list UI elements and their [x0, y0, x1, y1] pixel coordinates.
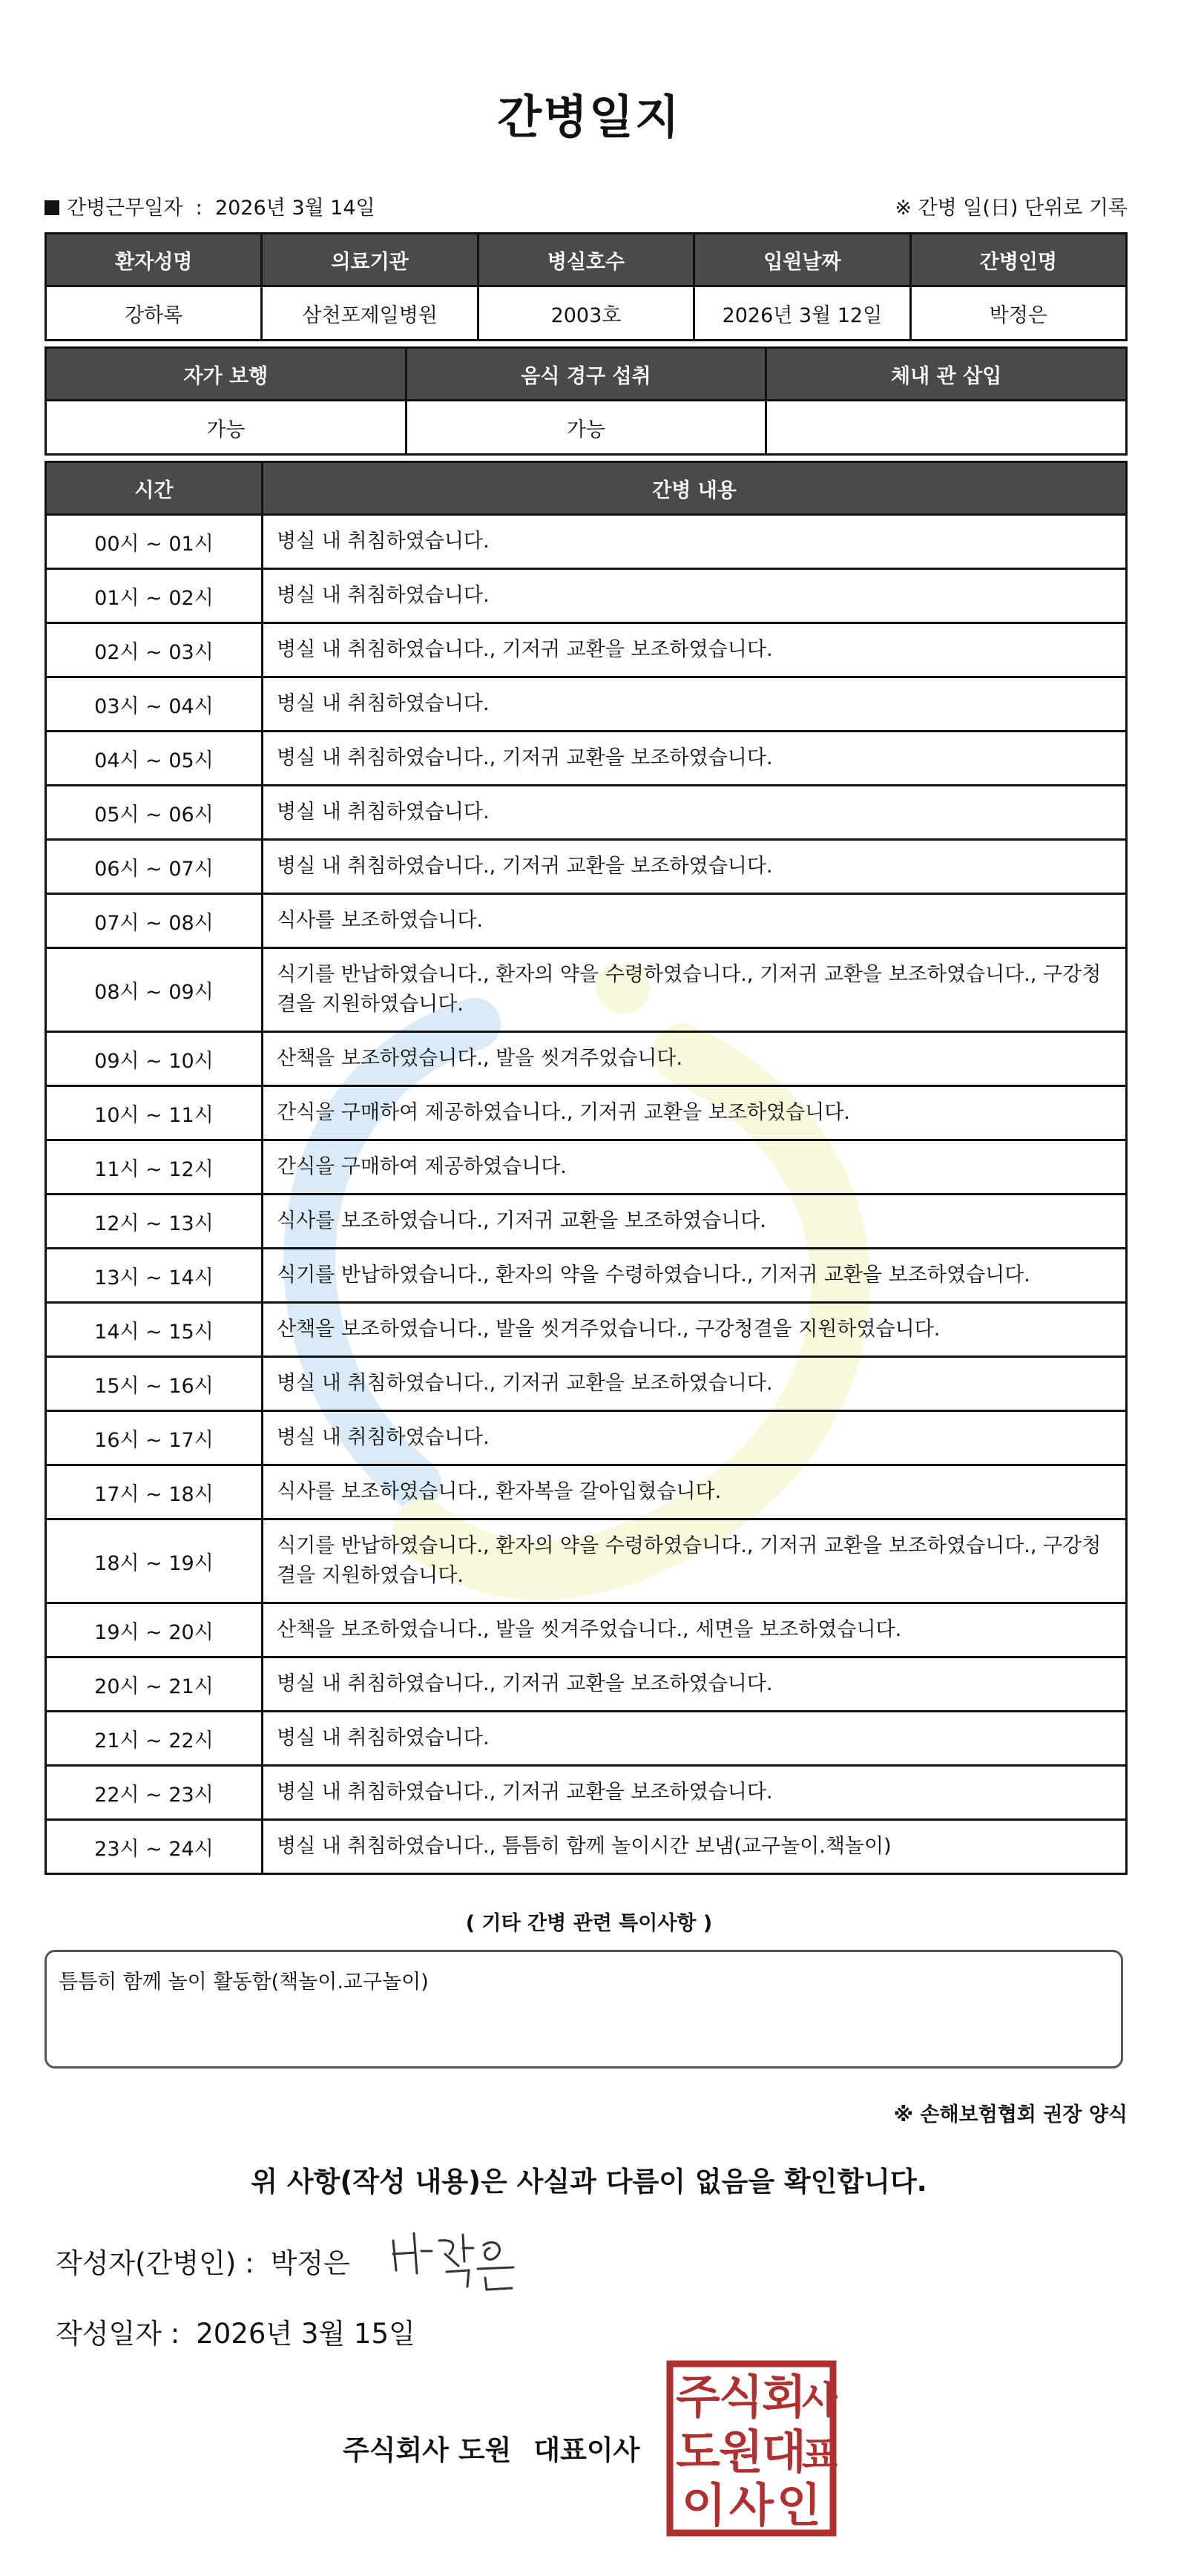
care-log-row [46, 1820, 1127, 1874]
notes-box [45, 1950, 1123, 2069]
care-log-time: 00시 ~ 01시 [46, 515, 263, 569]
patient-info-table [45, 232, 1128, 341]
care-log-content: 산책을 보조하였습니다., 발을 씻겨주었습니다., 구강청결을 지원하였습니다. [263, 1303, 1127, 1357]
care-log-content: 병실 내 취침하였습니다., 기저귀 교환을 보조하였습니다. [263, 623, 1127, 677]
care-log-row [46, 1712, 1127, 1766]
care-log-row [46, 1603, 1127, 1657]
care-log-content: 병실 내 취침하였습니다. [263, 569, 1127, 623]
care-log-row [46, 786, 1127, 840]
care-log-content: 병실 내 취침하였습니다., 틈틈히 함께 놀이시간 보냄(교구놀이.책놀이) [263, 1820, 1127, 1874]
care-log-content: 병실 내 취침하였습니다. [263, 1411, 1127, 1465]
care-log-time: 04시 ~ 05시 [46, 732, 263, 786]
hospital-name: 삼천포제일병원 [262, 286, 478, 341]
care-log-time: 16시 ~ 17시 [46, 1411, 263, 1465]
svg-text:이: 이 [682, 2478, 726, 2532]
care-log-content: 간식을 구매하여 제공하였습니다. [263, 1140, 1127, 1195]
care-log-row [46, 515, 1127, 569]
svg-text:도: 도 [676, 2425, 720, 2479]
company-name: 주식회사 도원 [343, 2434, 512, 2466]
care-log-time: 17시 ~ 18시 [46, 1465, 263, 1519]
care-log-time: 20시 ~ 21시 [46, 1657, 263, 1712]
care-log-time: 10시 ~ 11시 [46, 1086, 263, 1140]
care-log-content: 병실 내 취침하였습니다. [263, 677, 1127, 732]
header-time: 시간 [46, 462, 263, 515]
care-log-row [46, 840, 1127, 894]
header-self-walking: 자가 보행 [46, 348, 407, 401]
svg-text:원: 원 [719, 2425, 763, 2479]
care-log-content: 산책을 보조하였습니다., 발을 씻겨주었습니다., 세면을 보조하였습니다. [263, 1603, 1127, 1657]
oral-intake-value: 가능 [406, 401, 766, 455]
svg-text:식: 식 [719, 2370, 763, 2424]
care-log-row [46, 1140, 1127, 1195]
care-log-time: 19시 ~ 20시 [46, 1603, 263, 1657]
care-log-time: 23시 ~ 24시 [46, 1820, 263, 1874]
care-log-content: 식사를 보조하였습니다., 기저귀 교환을 보조하였습니다. [263, 1195, 1127, 1249]
svg-text:사: 사 [729, 2478, 774, 2532]
record-note: ※ 간병 일(日) 단위로 기록 [895, 197, 1128, 220]
care-log-time: 01시 ~ 02시 [46, 569, 263, 623]
care-log-row [46, 1032, 1127, 1086]
work-date-value: 2026년 3월 14일 [214, 197, 375, 220]
work-date: 간병근무일자 : 2026년 3월 14일 [45, 191, 375, 220]
care-log-time: 13시 ~ 14시 [46, 1249, 263, 1303]
care-log-content: 병실 내 취침하였습니다., 기저귀 교환을 보조하였습니다. [263, 732, 1127, 786]
care-log-table [45, 461, 1128, 1875]
svg-text:인: 인 [777, 2478, 821, 2532]
care-log-time: 05시 ~ 06시 [46, 786, 263, 840]
caregiver-name: 박정은 [910, 286, 1126, 341]
writer-name: 박정은 [270, 2247, 350, 2279]
care-log-row [46, 948, 1127, 1032]
care-log-row [46, 1465, 1127, 1519]
care-log-time: 08시 ~ 09시 [46, 948, 263, 1032]
patient-status-table [45, 346, 1128, 456]
svg-text:사: 사 [801, 2379, 838, 2422]
care-log-row [46, 1195, 1127, 1249]
svg-text:표: 표 [801, 2434, 838, 2477]
care-log-row [46, 569, 1127, 623]
care-log-row [46, 732, 1127, 786]
header-hospital: 의료기관 [262, 234, 478, 286]
svg-text:주: 주 [676, 2370, 720, 2424]
care-log-content: 병실 내 취침하였습니다., 기저귀 교환을 보조하였습니다. [263, 1657, 1127, 1712]
company-line [343, 2428, 639, 2468]
notes-title: ( 기타 간병 관련 특이사항 ) [465, 1912, 713, 1935]
care-log-content: 식기를 반납하였습니다., 환자의 약을 수령하였습니다., 기저귀 교환을 보조하였습니다., 구강청결을 지원하였습니다. [263, 1519, 1127, 1603]
header-patient-name: 환자성명 [46, 234, 262, 286]
self-walking-value: 가능 [46, 401, 407, 455]
care-log-content: 병실 내 취침하였습니다., 기저귀 교환을 보조하였습니다. [263, 1357, 1127, 1411]
care-log-row [46, 1519, 1127, 1603]
header-oral-intake: 음식 경구 섭취 [406, 348, 766, 401]
room-number: 2003호 [478, 286, 694, 341]
care-log-content: 병실 내 취침하였습니다., 기저귀 교환을 보조하였습니다. [263, 1766, 1127, 1820]
care-log-content: 식사를 보조하였습니다. [263, 894, 1127, 948]
care-log-time: 12시 ~ 13시 [46, 1195, 263, 1249]
document-title: 간병일지 [497, 90, 681, 144]
header-caregiver: 간병인명 [910, 234, 1126, 286]
header-room: 병실호수 [478, 234, 694, 286]
care-log-content: 산책을 보조하였습니다., 발을 씻겨주었습니다. [263, 1032, 1127, 1086]
ceo-title: 대표이사 [533, 2434, 640, 2466]
write-date-label: 작성일자 : [56, 2318, 180, 2350]
handwritten-signature [386, 2218, 527, 2300]
care-log-content: 간식을 구매하여 제공하였습니다., 기저귀 교환을 보조하였습니다. [263, 1086, 1127, 1140]
care-log-time: 06시 ~ 07시 [46, 840, 263, 894]
care-log-row [46, 1086, 1127, 1140]
care-log-row [46, 1766, 1127, 1820]
svg-text:회: 회 [762, 2370, 806, 2424]
care-log-time: 02시 ~ 03시 [46, 623, 263, 677]
write-date-line [56, 2311, 415, 2351]
write-date-value: 2026년 3월 15일 [196, 2318, 415, 2350]
care-log-time: 11시 ~ 12시 [46, 1140, 263, 1195]
care-log-row [46, 1411, 1127, 1465]
care-log-time: 22시 ~ 23시 [46, 1766, 263, 1820]
care-log-time: 14시 ~ 15시 [46, 1303, 263, 1357]
admission-date: 2026년 3월 12일 [694, 286, 910, 341]
care-log-content: 식사를 보조하였습니다., 환자복을 갈아입혔습니다. [263, 1465, 1127, 1519]
care-log-content: 병실 내 취침하였습니다. [263, 786, 1127, 840]
care-log-content: 식기를 반납하였습니다., 환자의 약을 수령하였습니다., 기저귀 교환을 보조하였습니다. [263, 1249, 1127, 1303]
care-log-time: 07시 ~ 08시 [46, 894, 263, 948]
work-date-label: 간병근무일자 [67, 197, 183, 220]
header-tube-insertion: 체내 관 삽입 [766, 348, 1127, 401]
care-log-content: 병실 내 취침하였습니다. [263, 1712, 1127, 1766]
tube-insertion-value [766, 401, 1127, 455]
header-admission-date: 입원날짜 [694, 234, 910, 286]
notes-text: 틈틈히 함께 놀이 활동함(책놀이.교구놀이) [59, 1971, 429, 1994]
care-log-time: 21시 ~ 22시 [46, 1712, 263, 1766]
patient-name: 강하록 [46, 286, 262, 341]
care-log-row [46, 677, 1127, 732]
care-log-row [46, 623, 1127, 677]
square-bullet-icon [45, 200, 59, 215]
care-log-row [46, 1357, 1127, 1411]
confirm-statement: 위 사항(작성 내용)은 사실과 다름이 없음을 확인합니다. [251, 2166, 927, 2198]
care-log-time: 09시 ~ 10시 [46, 1032, 263, 1086]
header-care-content: 간병 내용 [263, 462, 1127, 515]
company-seal-stamp [665, 2359, 838, 2537]
care-log-time: 18시 ~ 19시 [46, 1519, 263, 1603]
svg-text:대: 대 [762, 2425, 806, 2479]
writer-label: 작성자(간병인) : [56, 2247, 254, 2279]
care-log-time: 03시 ~ 04시 [46, 677, 263, 732]
writer-line [56, 2241, 350, 2281]
care-log-row [46, 1249, 1127, 1303]
care-log-content: 식기를 반납하였습니다., 환자의 약을 수령하였습니다., 기저귀 교환을 보조하였습니다., 구강청결을 지원하였습니다. [263, 948, 1127, 1032]
recommendation-note: ※ 손해보험협회 권장 양식 [893, 2103, 1128, 2126]
care-log-row [46, 894, 1127, 948]
care-log-body [46, 515, 1127, 1874]
care-log-content: 병실 내 취침하였습니다., 기저귀 교환을 보조하였습니다. [263, 840, 1127, 894]
care-log-row [46, 1657, 1127, 1712]
care-log-row [46, 1303, 1127, 1357]
care-log-content: 병실 내 취침하였습니다. [263, 515, 1127, 569]
care-log-time: 15시 ~ 16시 [46, 1357, 263, 1411]
